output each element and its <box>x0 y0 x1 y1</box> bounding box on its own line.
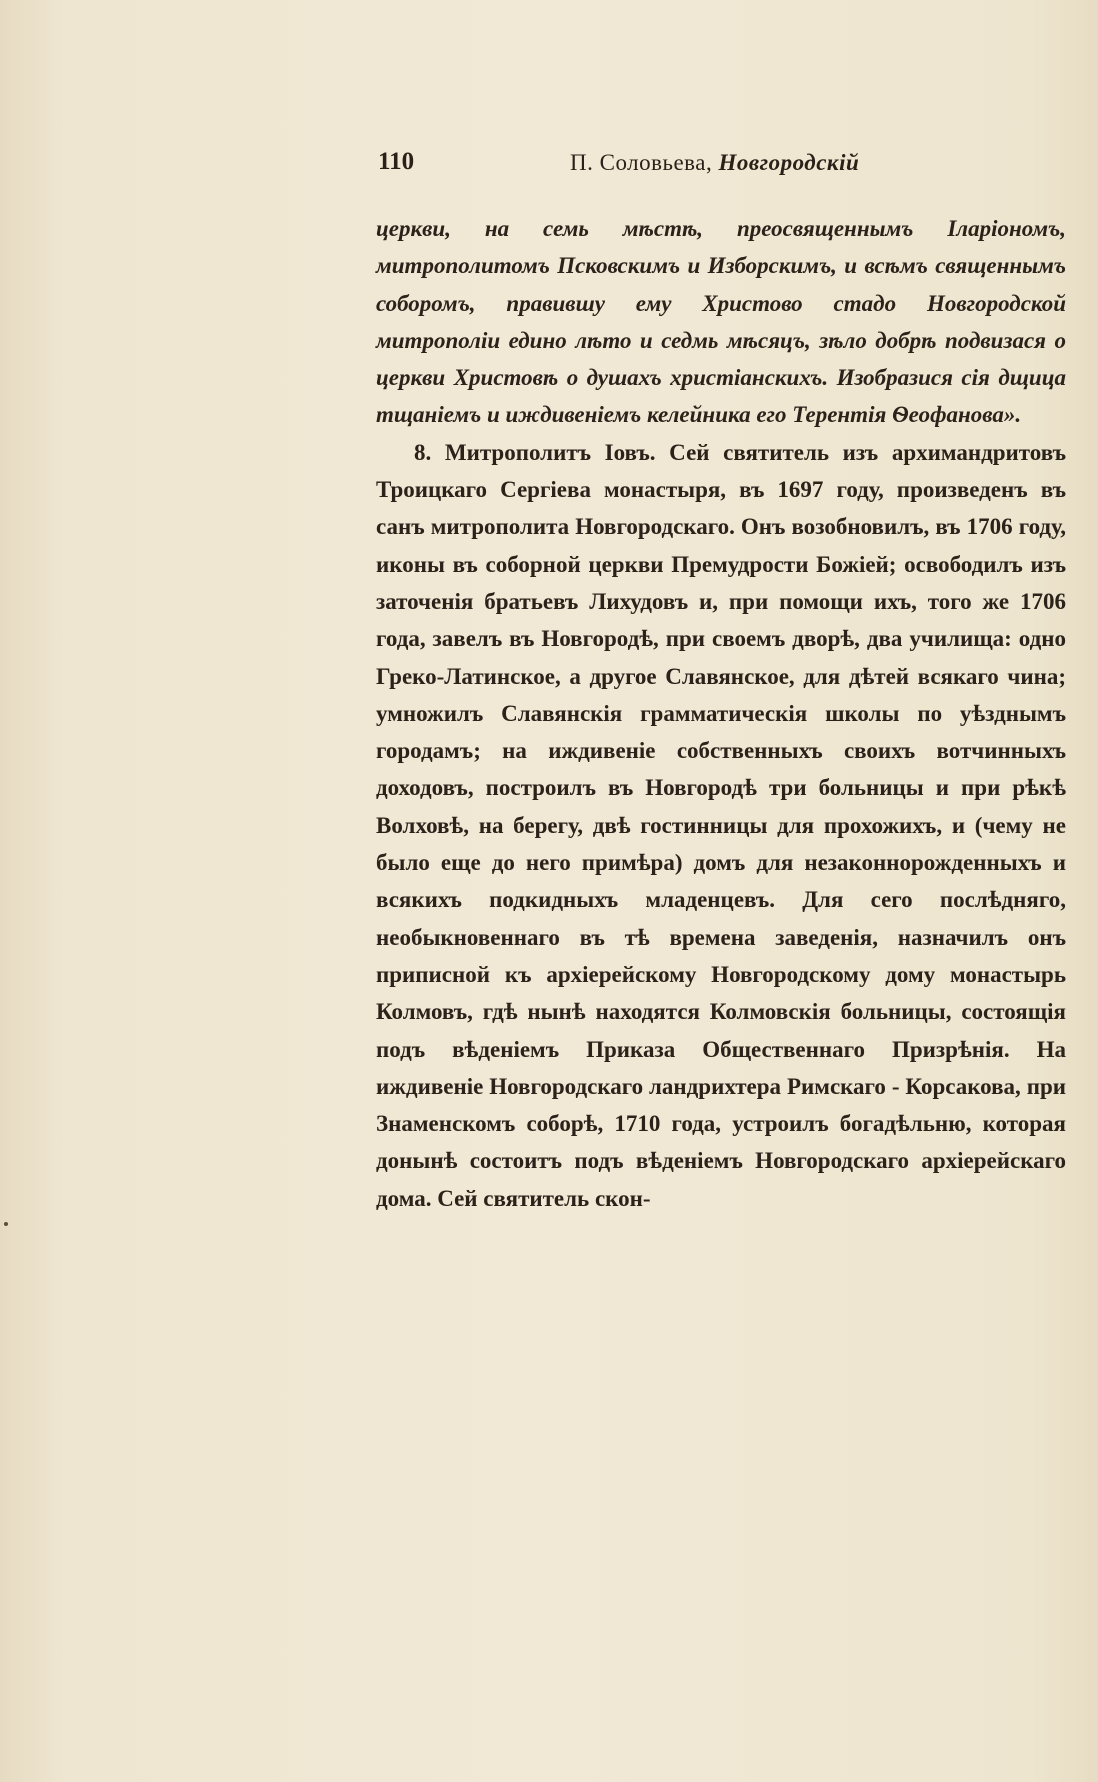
running-head-author: П. Соловьева, <box>570 150 713 175</box>
body-text <box>376 210 1066 1217</box>
italic-paragraph: церкви, на семь мѣстѣ, преосвященнымъ Іларіономъ, митрополитомъ Псковскимъ и Изборскимъ, и всѣмъ священнымъ соборомъ, правившу ему Христово стадо Новгородской митрополіи едино лѣто и седмь мѣсяцъ, зѣло добрѣ подвизася о церкви Христовѣ о душахъ христіанскихъ. Изобразися сія дщица тщаніемъ и иждивеніемъ келейника его Терентія Ѳеофанова». <box>376 216 1066 428</box>
running-head <box>570 150 859 176</box>
page-number: 110 <box>378 148 415 175</box>
paragraph-8: 8. Митрополитъ Іовъ. Сей святитель изъ архимандритовъ Троицкаго Сергіева монастыря, въ 1697 году, произведенъ въ санъ митрополита Новгородскаго. Онъ возобновилъ, въ 1706 году, иконы въ соборной церкви Премудрости Божіей; освободилъ изъ заточенія братьевъ Лихудовъ и, при помощи ихъ, того же 1706 года, завелъ въ Новгородѣ, при своемъ дворѣ, два училища: одно Греко-Латинское, а другое Славянское, для дѣтей всякаго чина; умножилъ Славянскія грамматическія школы по уѣзднымъ городамъ; на иждивеніе собственныхъ своихъ вотчинныхъ доходовъ, построилъ въ Новгородѣ три больницы и при рѣкѣ Волховѣ, на берегу, двѣ гостинницы для прохожихъ, и (чему не было еще до него примѣра) домъ для незаконнорожденныхъ и всякихъ подкидныхъ младенцевъ. Для сего послѣдняго, необыкновеннаго въ тѣ времена заведенія, назначилъ онъ приписной къ архіерейскому Новгородскому дому монастырь Колмовъ, гдѣ нынѣ находятся Колмовскія больницы, состоящія подъ вѣденіемъ Приказа Общественнаго Призрѣнія. На иждивеніе Новгородскаго ландрихтера Римскаго - Корсакова, при Знаменскомъ соборѣ, 1710 года, устроилъ богадѣльню, которая донынѣ состоитъ подъ вѣденіемъ Новгородскаго архіерейскаго дома. Сей святитель скон- <box>376 439 1066 1211</box>
margin-speck <box>4 1222 8 1226</box>
page-header <box>374 148 1066 188</box>
running-head-title: Новгородскій <box>718 150 860 175</box>
